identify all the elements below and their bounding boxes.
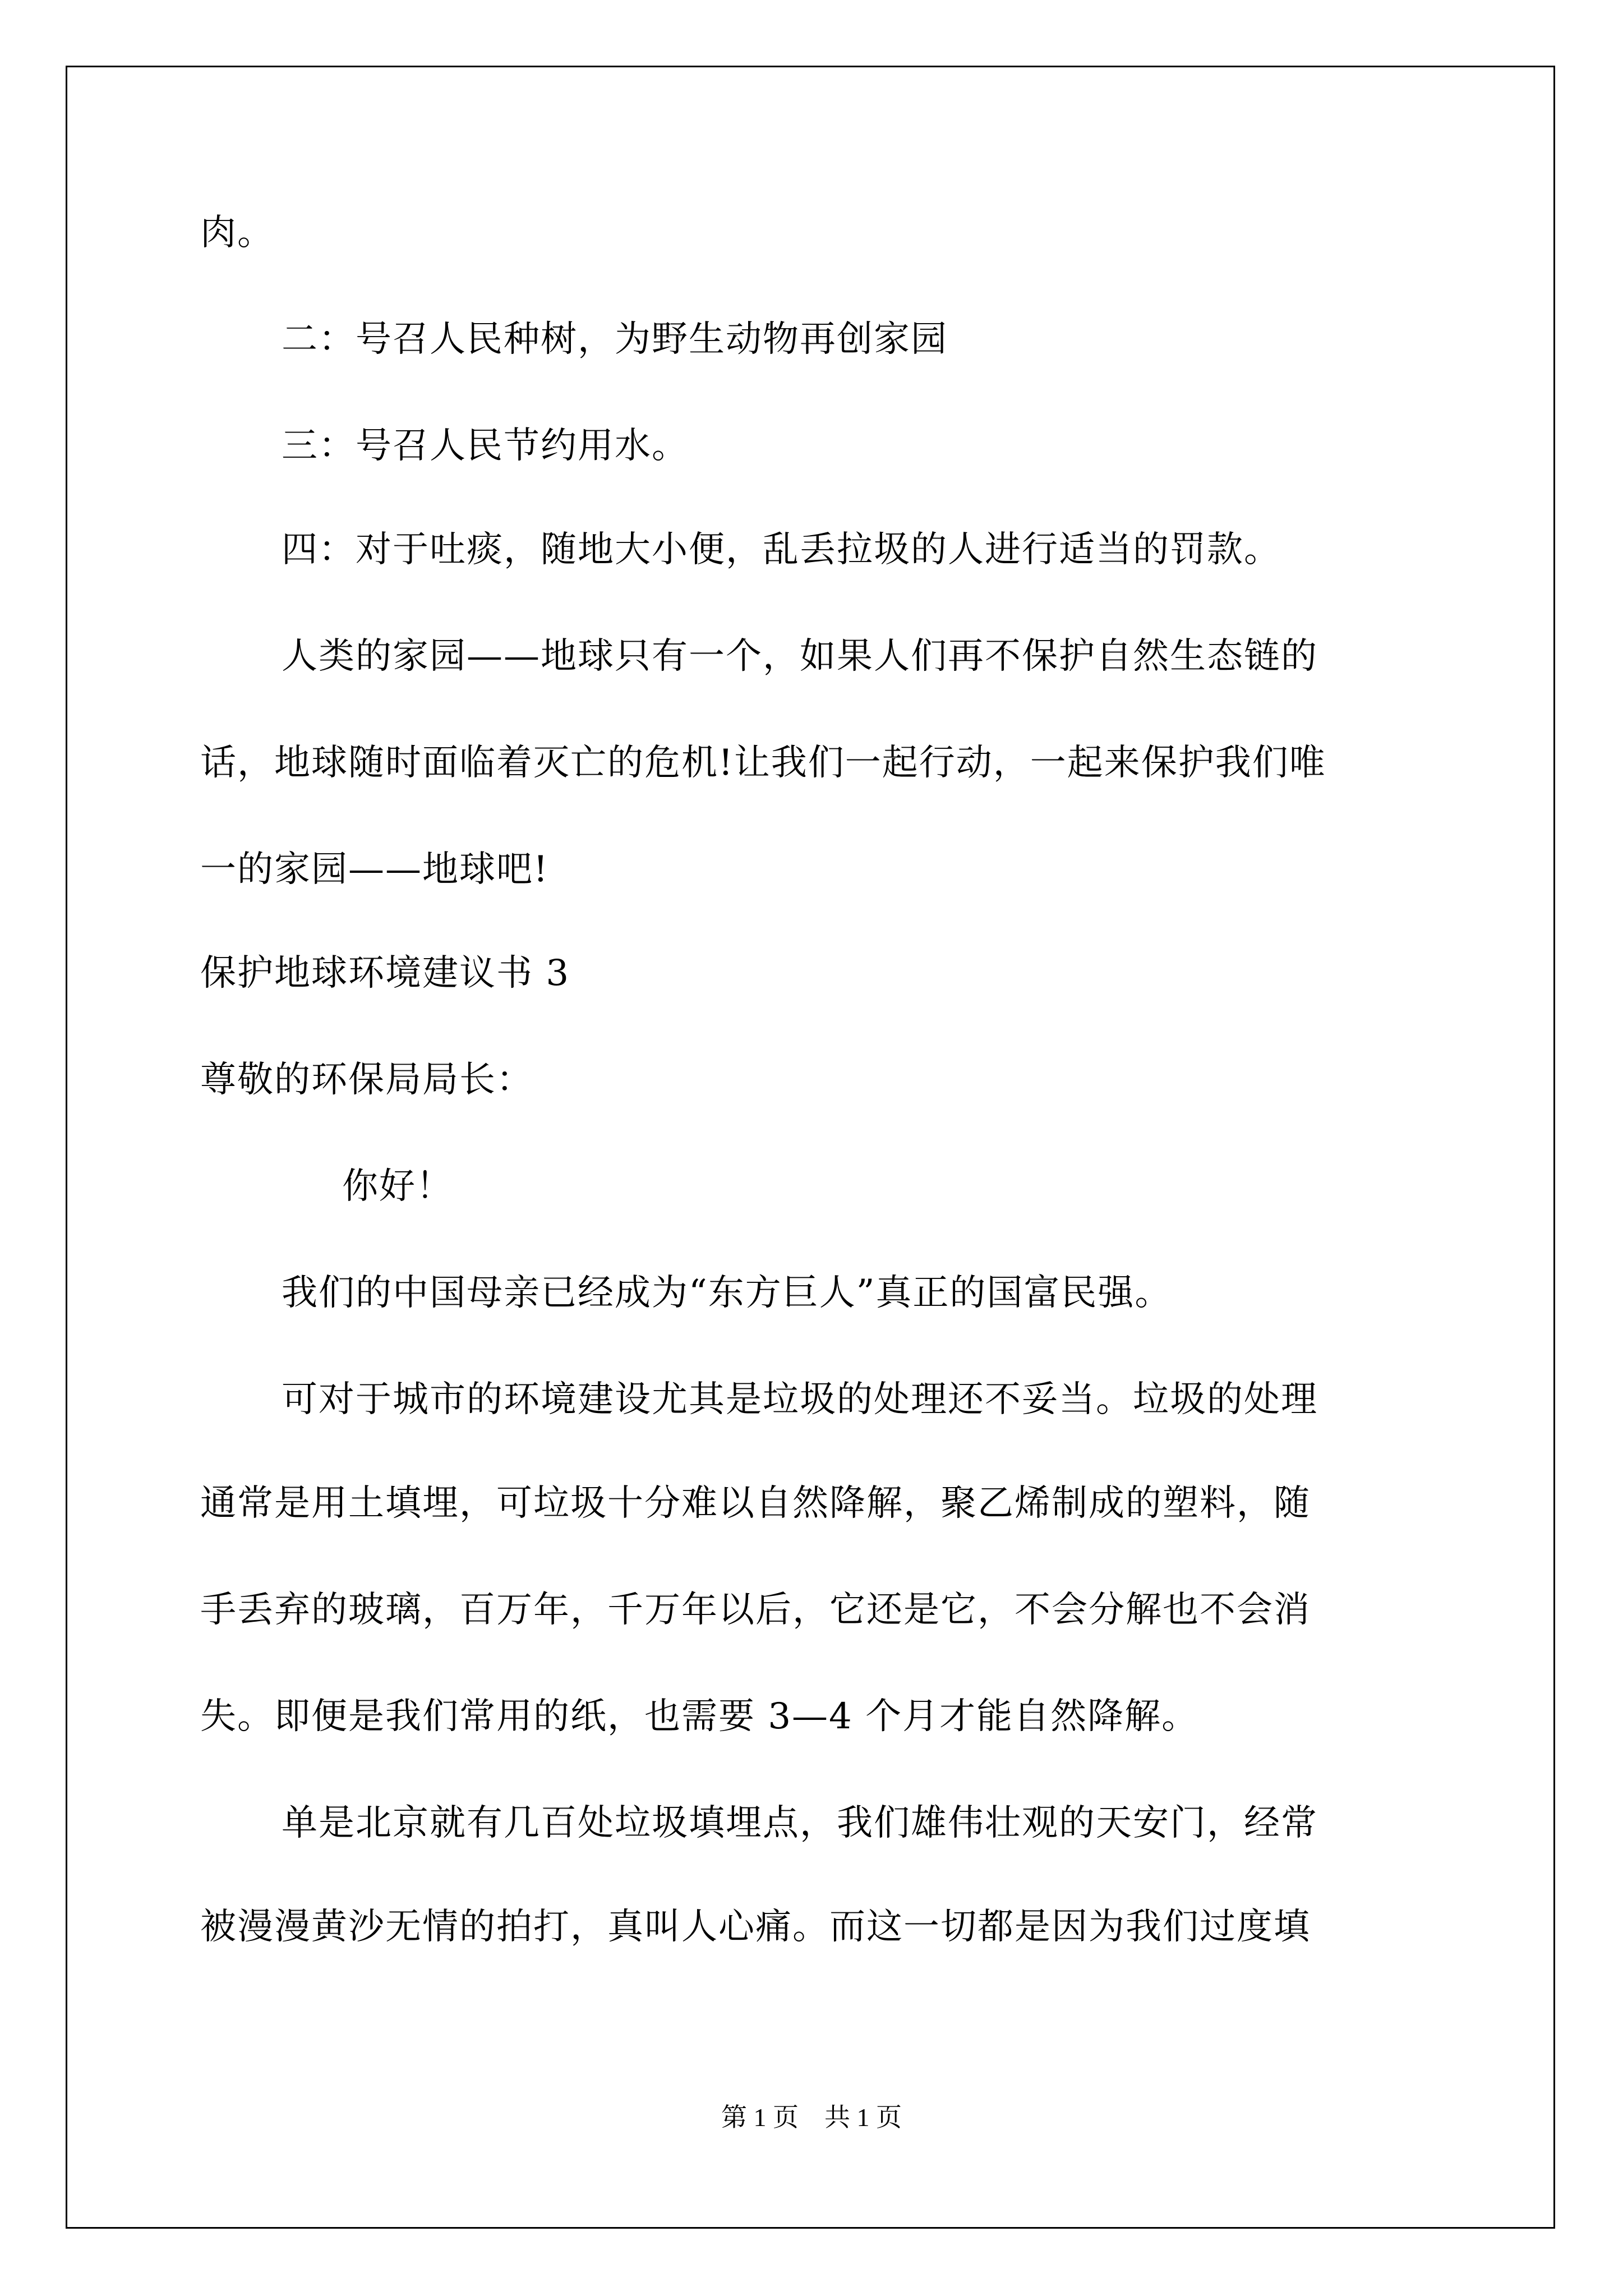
paragraph-line-10: 通常是用土填埋，可垃圾十分难以自然降解，聚乙烯制成的塑料，随 <box>200 1483 1311 1524</box>
greeting: 你好！ <box>342 1166 453 1207</box>
paragraph-line-2: 二：号召人民种树，为野生动物再创家园 <box>282 319 948 360</box>
paragraph-line-9: 可对于城市的环境建设尤其是垃圾的处理还不妥当。垃圾的处理 <box>282 1379 1318 1420</box>
paragraph-line-13: 单是北京就有几百处垃圾填埋点，我们雄伟壮观的天安门，经常 <box>282 1802 1318 1844</box>
paragraph-line-6: 话，地球随时面临着灭亡的危机!让我们一起行动，一起来保护我们唯 <box>200 742 1326 784</box>
salutation: 尊敬的环保局局长： <box>200 1059 533 1101</box>
paragraph-line-14: 被漫漫黄沙无情的拍打，真叫人心痛。而这一切都是因为我们过度填 <box>200 1906 1311 1948</box>
paragraph-line-5: 人类的家园——地球只有一个，如果人们再不保护自然生态链的 <box>282 636 1318 677</box>
paragraph-line-11: 手丢弃的玻璃，百万年，千万年以后，它还是它，不会分解也不会消 <box>200 1589 1311 1631</box>
page-footer: 第 1 页 共 1 页 <box>721 2103 902 2132</box>
paragraph-line-1: 肉。 <box>200 212 274 254</box>
paragraph-line-3: 三：号召人民节约用水。 <box>282 425 689 467</box>
paragraph-line-8: 我们的中国母亲已经成为“东方巨人”真正的国富民强。 <box>282 1272 1172 1314</box>
paragraph-line-4: 四：对于吐痰，随地大小便，乱丢拉圾的人进行适当的罚款。 <box>282 529 1281 570</box>
section-heading: 保护地球环境建议书 3 <box>200 953 570 994</box>
paragraph-line-7: 一的家园——地球吧! <box>200 849 549 890</box>
paragraph-line-12: 失。即便是我们常用的纸，也需要 3—4 个月才能自然降解。 <box>200 1696 1199 1737</box>
